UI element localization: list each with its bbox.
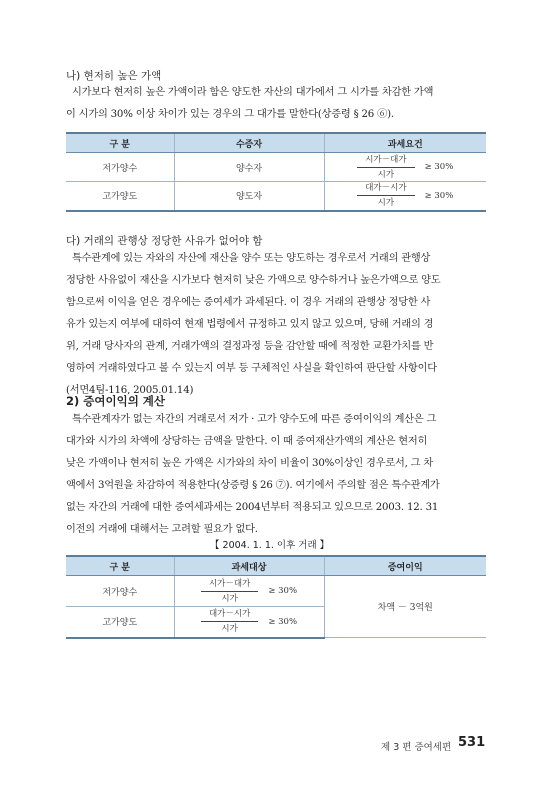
table-header: 과세대상 — [174, 556, 324, 576]
footer-section-label: 제 3 편 증여세편 — [381, 742, 452, 753]
table-cell-recipient: 양도자 — [174, 182, 324, 211]
table-cell-condition — [174, 607, 324, 638]
table-header: 구 분 — [66, 556, 174, 576]
ratio-formula — [201, 608, 297, 635]
paragraph-line: 없는 자간의 거래에 대한 증여세과세는 2004년부터 적용되고 있으므로 2003. 12. 31 — [66, 502, 439, 513]
table-caption: 【 2004. 1. 1. 이후 거래 】 — [210, 540, 330, 551]
table-cell-type: 고가양도 — [66, 182, 174, 211]
formula-denominator: 시가 — [377, 198, 395, 209]
page-number: 531 — [458, 735, 486, 750]
formula-threshold: ≥ 30% — [268, 586, 298, 596]
table-header: 구 분 — [66, 133, 174, 153]
paragraph-line: 위, 거래 당사자의 관계, 거래가액의 결정과정 등을 감안할 때에 적정한 교환가치를 반 — [66, 341, 434, 352]
paragraph-line: 시가보다 현저히 높은 가액이라 함은 양도한 자산의 대가에서 그 시가를 차감한 가액 — [72, 87, 434, 98]
paragraph-line: 영하여 거래하였다고 볼 수 있는지 여부 등 구체적인 사실을 확인하여 판단할 사항이다 — [66, 363, 437, 374]
table-header: 증여이익 — [324, 556, 486, 576]
paragraph-line: 이 시가의 30% 이상 차이가 있는 경우의 그 대가를 말한다(상증령 § 26 ⑥). — [66, 109, 394, 120]
table-cell-recipient: 양수자 — [174, 153, 324, 182]
paragraph-line: 특수관계에 있는 자와의 자산에 재산을 양수 또는 양도하는 경우로서 거래의 관행상 — [72, 253, 431, 264]
formula-threshold: ≥ 30% — [424, 162, 454, 172]
ratio-formula — [357, 154, 453, 181]
formula-denominator: 시가 — [221, 624, 238, 635]
table-cell-condition — [324, 153, 486, 182]
paragraph-line: 정당한 사유없이 재산을 시가보다 현저히 낮은 가액으로 양수하거나 높은가액으로 양도 — [66, 275, 441, 286]
section-title-gift-profit: 2) 증여이익의 계산 — [66, 394, 166, 408]
table-header: 과세요건 — [324, 133, 486, 153]
taxation-requirements-table — [66, 132, 486, 212]
ratio-formula — [201, 578, 297, 605]
paragraph-line: 함으로써 이익을 얻은 경우에는 증여세가 과세된다. 이 경우 거래의 관행상 정당한 사 — [66, 297, 431, 308]
subsection-heading-justifiable-reason: 다) 거래의 관행상 정당한 사유가 없어야 함 — [66, 235, 263, 247]
paragraph-line: (서면4팀-116, 2005.01.14) — [66, 385, 194, 396]
formula-denominator: 시가 — [221, 593, 238, 604]
table-row — [66, 153, 486, 182]
table-row — [66, 182, 486, 211]
paragraph-line: 대가와 시가의 차액에 상당하는 금액을 말한다. 이 때 증여재산가액의 계산은 현저히 — [66, 436, 428, 447]
ratio-formula — [357, 182, 453, 209]
paragraph-gift-profit — [66, 409, 486, 541]
table-cell-type: 고가양도 — [66, 607, 174, 638]
formula-numerator: 대가－시가 — [201, 608, 258, 622]
formula-threshold: ≥ 30% — [268, 616, 298, 627]
table-cell-type: 저가양수 — [66, 153, 174, 182]
paragraph-line: 액에서 3억원을 차감하여 적용한다(상증령 § 26 ⑦). 여기에서 주의할 점은 특수관계가 — [66, 480, 440, 491]
paragraph-line: 특수관계자가 없는 자간의 거래로서 저가 · 고가 양수도에 따른 증여이익의 계산은 그 — [72, 414, 437, 425]
table-cell-type: 저가양수 — [66, 576, 174, 607]
formula-numerator: 시가－대가 — [357, 154, 414, 168]
paragraph-justifiable-reason — [66, 248, 486, 402]
table-cell-profit: 차액 － 3억원 — [324, 576, 486, 638]
gift-profit-table — [66, 555, 486, 639]
paragraph-line: 유가 있는지 여부에 대하여 현재 법령에서 규정하고 있지 않고 있으며, 당해 거래의 경 — [66, 319, 434, 330]
paragraph-high-price — [66, 82, 486, 126]
table-cell-condition — [174, 576, 324, 607]
formula-numerator: 시가－대가 — [201, 578, 258, 592]
paragraph-line: 이전의 거래에 대해서는 고려할 필요가 없다. — [66, 524, 258, 535]
formula-denominator: 시가 — [377, 169, 395, 180]
formula-numerator: 대가－시가 — [357, 182, 414, 196]
table-header: 수증자 — [174, 133, 324, 153]
table-row — [66, 576, 486, 607]
paragraph-line: 낮은 가액이나 현저히 높은 가액은 시가와의 차이 비율이 30%이상인 경우로서, 그 차 — [66, 458, 434, 469]
formula-threshold: ≥ 30% — [424, 190, 454, 201]
table-cell-condition — [324, 182, 486, 211]
subsection-heading-high-price: 나) 현저히 높은 가액 — [66, 70, 162, 82]
